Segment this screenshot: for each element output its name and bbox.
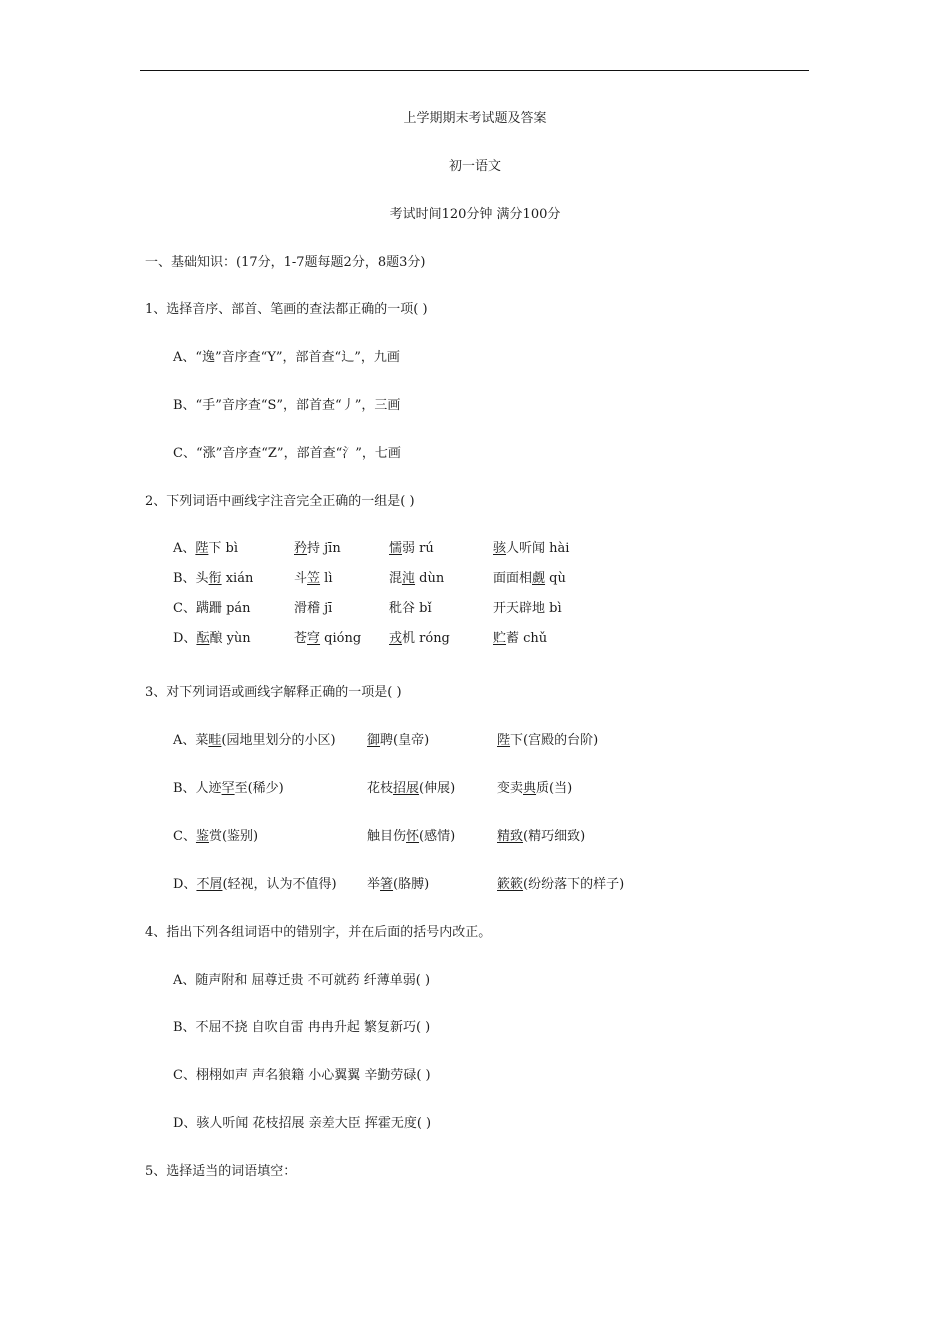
q3-option-row3-item3: [497, 829, 585, 845]
underlined-character: 精致: [497, 829, 524, 844]
q3-option-row1-item3: [497, 733, 598, 749]
q3-option-row4-item2: [367, 877, 429, 893]
option-text: (胳膊): [393, 877, 430, 892]
q2-option-row1-item3: [389, 541, 434, 557]
q2-option-row3-item4: [493, 601, 562, 617]
q2-option-row4-item3: [389, 631, 450, 647]
q3-option-row2-item1: [173, 781, 284, 797]
option-text: 触目伤: [367, 829, 407, 844]
q3-option-row2-item3: [497, 781, 572, 797]
underlined-character: 穹: [307, 631, 321, 646]
q2-option-row1-item2: [294, 541, 341, 557]
underlined-character: 酝: [196, 631, 210, 646]
underlined-character: 簌簌: [497, 877, 524, 892]
option-text: (伸展): [419, 781, 456, 796]
q3-option-row4-item1: [173, 877, 337, 893]
underlined-character: 骇: [493, 541, 507, 556]
option-text: 花枝: [367, 781, 394, 796]
option-text: 聘(皇帝): [380, 733, 430, 748]
q3-option-row3-item1: [173, 829, 258, 845]
q2-option-row2-item3: [389, 571, 444, 587]
question-3-stem: 3、对下列词语或画线字解释正确的一项是( ): [145, 685, 402, 700]
underlined-character: 典: [523, 781, 537, 796]
option-text: 赏(鉴别): [208, 829, 259, 844]
option-text: B、人迹: [173, 781, 222, 796]
section-heading: 一、基础知识：(17分，1-7题每题2分，8题3分): [145, 255, 426, 270]
question-4-option-b: B、不屈不挠 自吹自雷 冉冉升起 繁复新巧( ): [173, 1020, 431, 1035]
underlined-character: 矜: [294, 541, 308, 556]
option-text: 秕谷 bǐ: [389, 601, 432, 616]
question-4-stem: 4、指出下列各组词语中的错别字，并在后面的括号内改正。: [145, 925, 492, 940]
q3-option-row2-item2: [367, 781, 455, 797]
underlined-character: 懦: [389, 541, 403, 556]
q2-option-row1-item4: [493, 541, 569, 557]
underlined-character: 觑: [532, 571, 546, 586]
header-rule: [140, 70, 809, 71]
option-text: lì: [320, 571, 333, 586]
option-text: dùn: [415, 571, 445, 586]
option-text: 斗: [294, 571, 308, 586]
option-text: 开天辟地 bì: [493, 601, 562, 616]
q2-option-row1-item1: [173, 541, 238, 557]
option-text: 人听闻 hài: [506, 541, 570, 556]
option-text: (轻视，认为不值得): [222, 877, 337, 892]
underlined-character: 罕: [221, 781, 235, 796]
underlined-character: 怀: [406, 829, 420, 844]
underlined-character: 御: [367, 733, 381, 748]
option-text: D、: [173, 877, 197, 892]
option-text: 滑稽 jī: [294, 601, 333, 616]
q2-option-row2-item1: [173, 571, 253, 587]
q2-option-row2-item4: [493, 571, 566, 587]
question-5-stem: 5、选择适当的词语填空：: [145, 1164, 297, 1179]
option-text: A、: [173, 541, 196, 556]
underlined-character: 陛: [497, 733, 511, 748]
q2-option-row2-item2: [294, 571, 332, 587]
underlined-character: 鉴: [195, 829, 209, 844]
option-text: (园地里划分的小区): [221, 733, 336, 748]
underlined-character: 衔: [208, 571, 222, 586]
option-text: 质(当): [536, 781, 573, 796]
option-text: B、头: [173, 571, 209, 586]
q3-option-row4-item3: [497, 877, 624, 893]
exam-info: 考试时间120分钟 满分100分: [389, 207, 561, 222]
option-text: 持 jīn: [307, 541, 341, 556]
doc-title: 上学期期末考试题及答案: [403, 111, 547, 126]
option-text: 蓄 chǔ: [506, 631, 548, 646]
underlined-character: 笠: [307, 571, 321, 586]
option-text: 苍: [294, 631, 308, 646]
underlined-character: 陛: [195, 541, 209, 556]
option-text: qù: [545, 571, 566, 586]
option-text: A、菜: [173, 733, 209, 748]
question-4-option-d: D、骇人听闻 花枝招展 亲差大臣 挥霍无度( ): [173, 1116, 432, 1131]
underlined-character: 贮: [493, 631, 507, 646]
question-1-stem: 1、选择音序、部首、笔画的查法都正确的一项( ): [145, 302, 428, 317]
q2-option-row4-item1: [173, 631, 251, 647]
option-text: (精巧细致): [523, 829, 586, 844]
option-text: C、: [173, 829, 196, 844]
q2-option-row3-item3: [389, 601, 432, 617]
option-text: 弱 rú: [402, 541, 434, 556]
option-text: 酿 yùn: [209, 631, 251, 646]
option-text: C、蹒跚 pán: [173, 601, 251, 616]
question-1-option-c: C、“涨”音序查“Z”，部首查“氵”，七画: [173, 446, 401, 461]
option-text: D、: [173, 631, 197, 646]
question-2-stem: 2、下列词语中画线字注音完全正确的一组是( ): [145, 494, 415, 509]
option-text: qióng: [320, 631, 362, 646]
question-4-option-a: A、随声附和 屈尊迁贵 不可就药 纤薄单弱( ): [173, 973, 431, 988]
option-text: 下 bì: [208, 541, 239, 556]
doc-subject: 初一语文: [448, 159, 501, 174]
option-text: 下(宫殿的台阶): [510, 733, 599, 748]
option-text: 混: [389, 571, 403, 586]
q2-option-row3-item2: [294, 601, 332, 617]
q2-option-row3-item1: [173, 601, 251, 617]
underlined-character: 不屑: [196, 877, 223, 892]
question-1-option-b: B、“手”音序查“S”，部首查“丿”，三画: [173, 398, 401, 413]
option-text: 机 róng: [402, 631, 450, 646]
underlined-character: 戎: [389, 631, 403, 646]
underlined-character: 招展: [393, 781, 420, 796]
q3-option-row1-item1: [173, 733, 336, 749]
question-1-option-a: A、“逸”音序查“Y”，部首查“辶”，九画: [173, 350, 400, 365]
q3-option-row1-item2: [367, 733, 429, 749]
option-text: xián: [221, 571, 254, 586]
option-text: 举: [367, 877, 381, 892]
option-text: (纷纷落下的样子): [523, 877, 625, 892]
q2-option-row4-item4: [493, 631, 547, 647]
option-text: (感情): [419, 829, 456, 844]
underlined-character: 畦: [208, 733, 222, 748]
option-text: 至(稀少): [234, 781, 284, 796]
underlined-character: 沌: [402, 571, 416, 586]
question-4-option-c: C、栩栩如声 声名狼籍 小心翼翼 辛勤劳碌( ): [173, 1068, 431, 1083]
option-text: 变卖: [497, 781, 524, 796]
q2-option-row4-item2: [294, 631, 361, 647]
option-text: 面面相: [493, 571, 533, 586]
q3-option-row3-item2: [367, 829, 455, 845]
underlined-character: 箸: [380, 877, 394, 892]
